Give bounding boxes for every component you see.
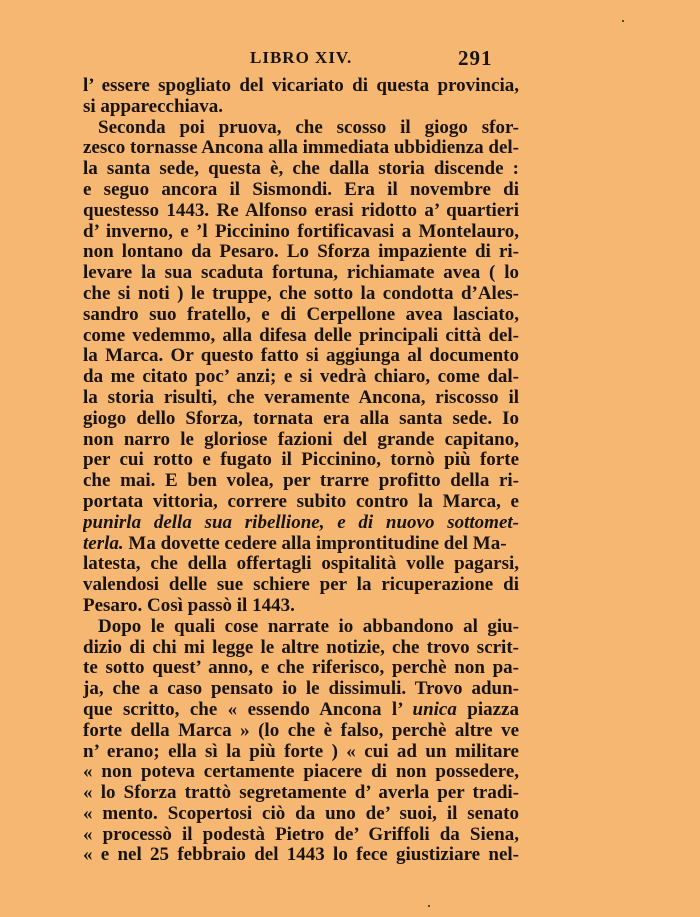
running-title: LIBRO XIV.	[250, 48, 353, 67]
text-line: « e nel 25 febbraio del 1443 lo fece giustiziare nel-	[83, 845, 519, 866]
text-run: que scritto, che « essendo Ancona l’	[83, 699, 413, 720]
text-line: non lontano da Pesaro. Lo Sforza impaziente di ri-	[83, 242, 519, 263]
text-line: zesco tornasse Ancona alla immediata ubbidienza del-	[83, 138, 519, 159]
text-line: portata vittoria, correre subito contro la Marca, e	[83, 491, 519, 512]
text-line: sandro suo fratello, e di Cerpellone avea lasciato,	[83, 304, 519, 325]
body-text	[83, 76, 519, 866]
text-line: te sotto quest’ anno, e che riferisco, perchè non pa-	[83, 658, 519, 679]
text-line: che si noti ) le truppe, che sotto la condotta d’Ales-	[83, 283, 519, 304]
text-line	[83, 700, 519, 721]
text-line: questesso 1443. Re Alfonso erasi ridotto a’ quartieri	[83, 200, 519, 221]
text-line: d’ inverno, e ’l Piccinino fortificavasi a Montelauro,	[83, 221, 519, 242]
text-line: che mai. E ben volea, per trarre profitto della ri-	[83, 471, 519, 492]
text-line: e seguo ancora il Sismondi. Era il novembre di	[83, 179, 519, 200]
text-line: valendosi delle sue schiere per la ricuperazione di	[83, 575, 519, 596]
text-line-italic: punirla della sua ribellione, e di nuovo sottomet-	[83, 512, 519, 533]
text-line: « processò il podestà Pietro de’ Griffoli da Siena,	[83, 824, 519, 845]
text-line: da me citato poc’ anzi; e si vedrà chiaro, come dal-	[83, 367, 519, 388]
text-line	[83, 534, 519, 555]
text-line: Dopo le quali cose narrate io abbandono al giu-	[98, 616, 519, 637]
text-line: l’ essere spogliato del vicariato di questa provincia,	[83, 76, 519, 96]
text-line: n’ erano; ella sì la più forte ) « cui ad un militare	[83, 741, 519, 762]
text-line: « mento. Scopertosi ciò da uno de’ suoi, il senato	[83, 803, 519, 824]
paper-speck	[622, 20, 624, 22]
page-header	[0, 48, 700, 72]
text-line: levare la sua scaduta fortuna, richiamate avea ( lo	[83, 263, 519, 284]
text-line: per cui rotto e fugato il Piccinino, tornò più forte	[83, 450, 519, 471]
text-line: Pesaro. Così passò il 1443.	[83, 595, 295, 616]
text-line: latesta, che della offertagli ospitalità volle pagarsi,	[83, 554, 519, 575]
text-line: dizio di chi mi legge le altre notizie, che trovo scrit-	[83, 637, 519, 658]
italic-run: unica	[412, 699, 457, 720]
text-line: « lo Sforza trattò segretamente d’ averla per tradi-	[83, 783, 519, 804]
paper-speck	[428, 905, 430, 907]
page-number: 291	[458, 46, 493, 70]
text-line: non narro le gloriose fazioni del grande capitano,	[83, 429, 519, 450]
text-line: come vedemmo, alla difesa delle principali città del-	[83, 325, 519, 346]
text-line: ja, che a caso pensato io le dissimuli. Trovo adun-	[83, 679, 519, 700]
text-line: si apparecchiava.	[83, 96, 224, 117]
text-run: piazza	[456, 699, 519, 720]
text-line: « non poteva certamente piacere di non possedere,	[83, 762, 519, 783]
text-line: la Marca. Or questo fatto si aggiunga al documento	[83, 346, 519, 367]
text-line: la santa sede, questa è, che dalla storia discende :	[83, 159, 519, 180]
text-run: Ma dovette cedere alla improntitudine del Ma-	[123, 533, 507, 554]
text-line: la storia risulti, che veramente Ancona, riscosso il	[83, 387, 519, 408]
italic-run: terla.	[83, 533, 124, 554]
text-line: Seconda poi pruova, che scosso il giogo sfor-	[98, 117, 519, 138]
text-line: forte della Marca » (lo che è falso, perchè altre ve	[83, 720, 519, 741]
text-line: giogo dello Sforza, tornata era alla santa sede. Io	[83, 408, 519, 429]
